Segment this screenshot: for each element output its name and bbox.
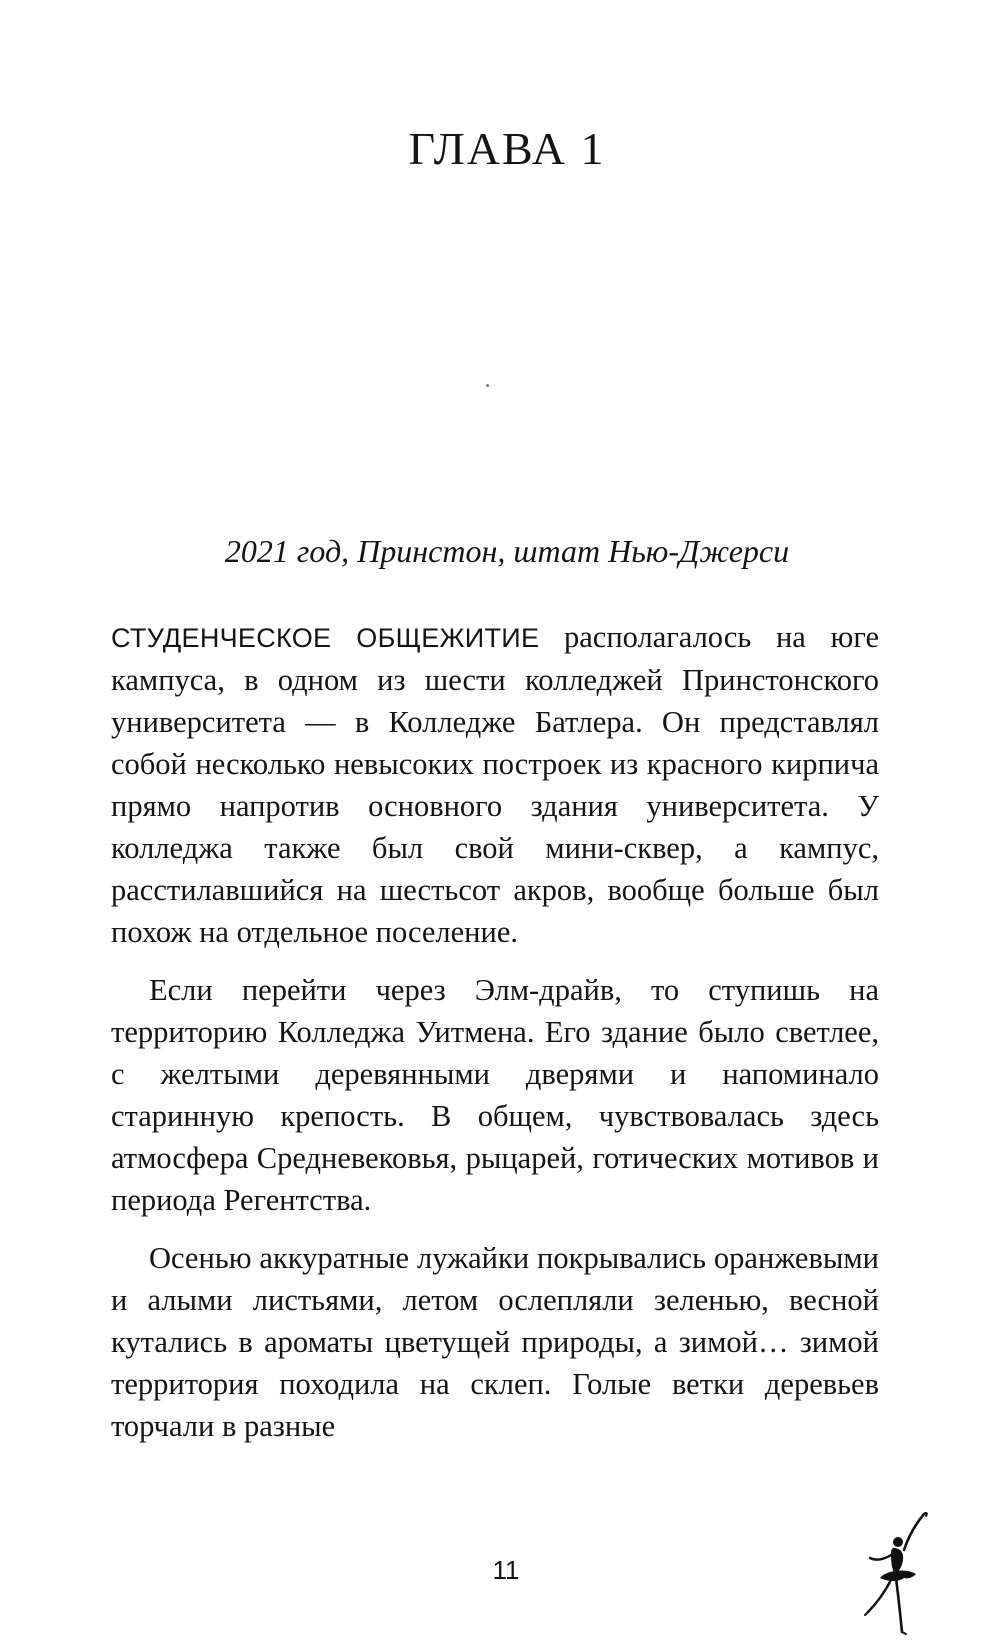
page-number: 11 <box>492 1555 520 1585</box>
speck-mark <box>486 384 489 387</box>
chapter-dateline: 2021 год, Принстон, штат Нью-Джерси <box>224 533 790 569</box>
paragraph-2: Если перейти через Элм-драйв, то ступишь на территорию Колледжа Уитмена. Его здание было светлее, с желтыми деревянными дверями и напоминало старинную крепость. В общем, чувствовалась здесь атмосфера Средневековья, рыцарей, готических мотивов и периода Регентства. <box>111 973 879 1217</box>
paragraph-1 <box>111 616 879 953</box>
chapter-body <box>111 616 879 1447</box>
paragraph-1-text: располагалось на юге кампуса, в одном из шести колледжей Принстонского университета — в Колледже Батлера. Он представлял собой несколько невысоких построек из красного кирпича прямо напротив основного здания университета. У колледжа также был свой мини-сквер, а кампус, расстилавшийся на шестьсот акров, вообще больше был похож на отдельное поселение. <box>111 620 879 949</box>
paragraph-3: Осенью аккуратные лужайки покрывались оранжевыми и алыми листьями, летом ослепляли зеленью, весной кутались в ароматы цветущей природы, а зимой… зимой территория походила на склеп. Голые ветки деревьев торчали в разные <box>111 1241 879 1443</box>
ballerina-silhouette-icon <box>862 1508 942 1638</box>
chapter-title: ГЛАВА 1 <box>408 123 606 174</box>
paragraph-lead-in: СТУДЕНЧЕСКОЕ ОБЩЕЖИТИЕ <box>111 623 540 653</box>
